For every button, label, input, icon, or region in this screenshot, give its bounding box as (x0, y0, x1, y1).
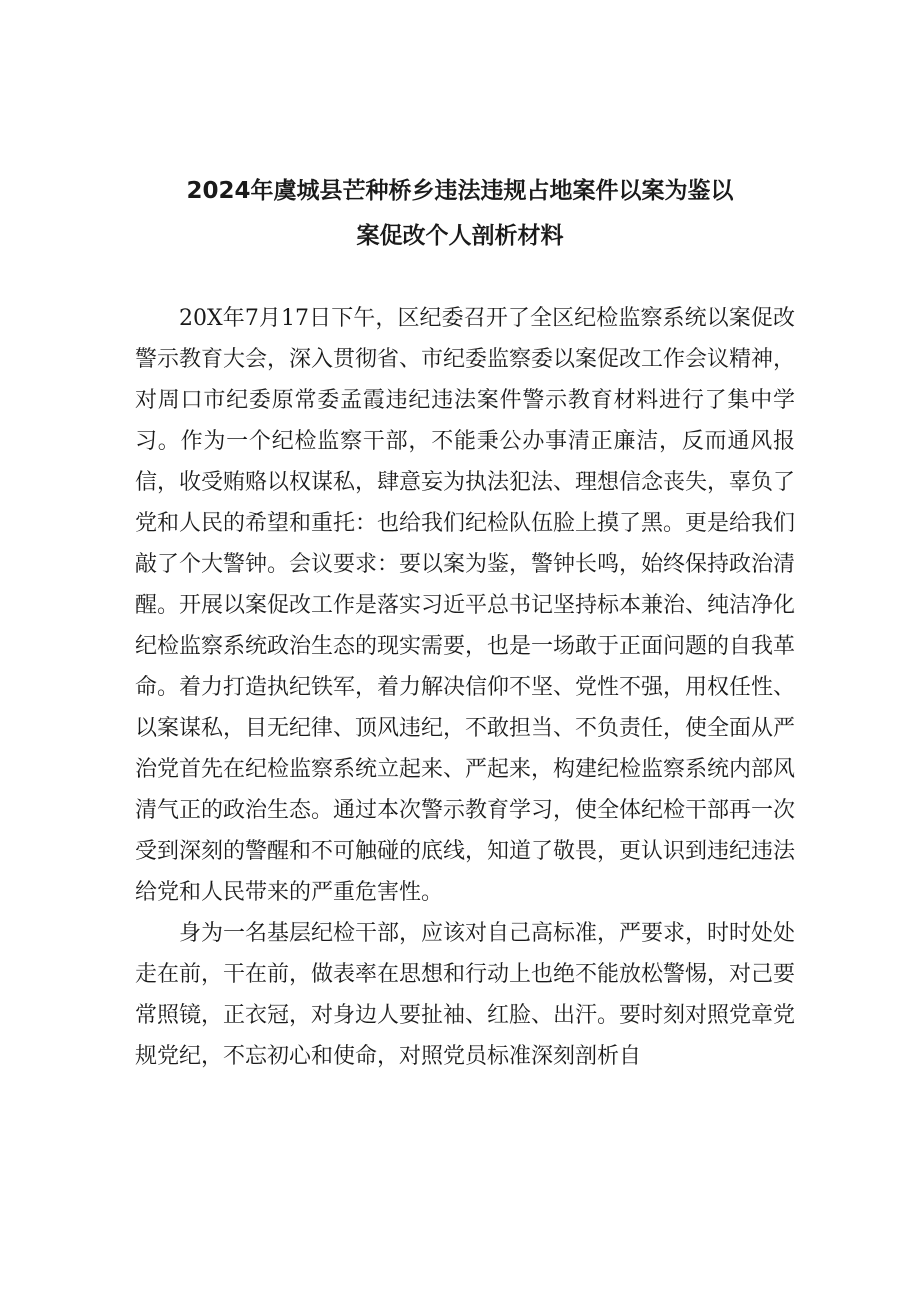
body-paragraph-1: 20X年7月17日下午，区纪委召开了全区纪检监察系统以案促改警示教育大会，深入贯彻省、市纪委监察委以案促改工作会议精神，对周口市纪委原常委孟霞违纪违法案件警示教育材料进行了集中学习。作为一个纪检监察干部，不能秉公办事清正廉洁，反而通风报信，收受贿赂以权谋私，肆意妄为执法犯法、理想信念丧失，辜负了党和人民的希望和重托：也给我们纪检队伍脸上摸了黑。更是给我们敲了个大警钟。会议要求：要以案为鉴，警钟长鸣，始终保持政治清醒。开展以案促改工作是落实习近平总书记坚持标本兼治、纯洁净化纪检监察系统政治生态的现实需要，也是一场敢于正面问题的自我革命。着力打造执纪铁军，着力解决信仰不坚、党性不强，用权任性、以案谋私，目无纪律、顶风违纪，不敢担当、不负责任，使全面从严治党首先在纪检监察系统立起来、严起来，构建纪检监察系统内部风清气正的政治生态。通过本次警示教育学习，使全体纪检干部再一次受到深刻的警醒和不可触碰的底线，知道了敬畏，更认识到违纪违法给党和人民带来的严重危害性。 (135, 306, 796, 905)
body-paragraph-2: 身为一名基层纪检干部，应该对自己高标准，严要求，时时处处走在前，干在前，做表率在思想和行动上也绝不能放松警惕，对己要常照镜，正衣冠，对身边人要扯袖、红脸、出汗。要时刻对照党章党规党纪，不忘初心和使命，对照党员标准深刻剖析自 (135, 921, 796, 1069)
document-title-line-1: 2024年虞城县芒种桥乡违法违规占地案件以案为鉴以 (186, 178, 734, 204)
document-body (135, 298, 795, 1077)
document-title-line-2: 案促改个人剖析材料 (356, 223, 564, 249)
